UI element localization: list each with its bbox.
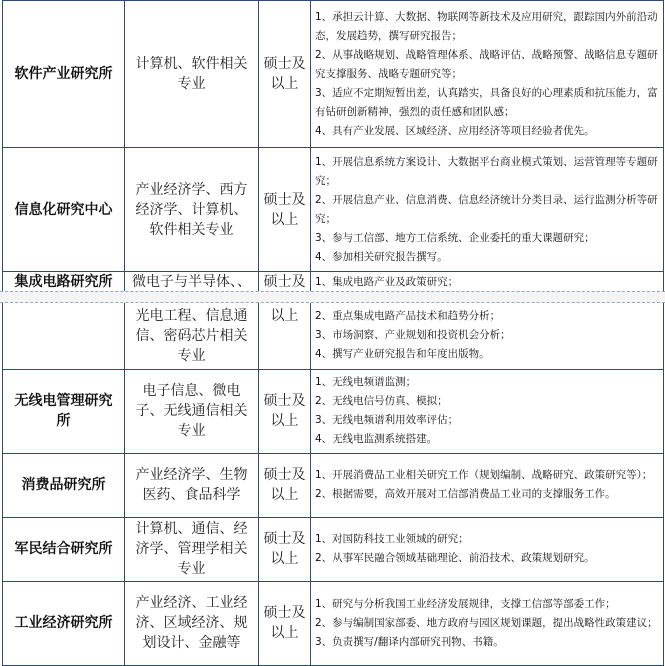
degree-requirement: 硕士及以上	[259, 453, 311, 517]
duty-item: 1、对国防科技工业领域的研究；	[315, 533, 469, 545]
duties-cell	[311, 453, 664, 517]
duties-cell	[311, 148, 664, 272]
major-requirement: 电子信息、微电子、无线通信相关专业	[125, 369, 259, 453]
major-requirement: 计算机、软件相关专业	[125, 1, 259, 148]
duty-item: 1、承担云计算、大数据、物联网等新技术及应用研究，跟踪国内外前沿动态，发展趋势，撰写研究报告；	[315, 10, 658, 42]
recruitment-table-bottom	[2, 303, 664, 666]
table-row	[3, 1, 664, 148]
degree-requirement: 硕士及以上	[259, 148, 311, 272]
duty-item: 1、开展消费品工业相关研究工作（规划编制、战略研究、政策研究等）；	[315, 469, 653, 481]
degree-requirement: 硕士及以上	[259, 581, 311, 665]
duty-item: 2、从事战略规划、战略管理体系、战略评估、战略预警、战略信息专题研究支撑服务、战略专题研究等；	[315, 48, 658, 80]
table-row	[3, 148, 664, 272]
duty-item: 3、无线电频谱利用效率评估；	[315, 414, 459, 426]
recruitment-table-top	[2, 0, 664, 292]
degree-requirement: 硕士及以上	[259, 369, 311, 453]
institute-name: 软件产业研究所	[3, 1, 125, 148]
table-row	[3, 272, 664, 292]
duty-item: 2、根据需要，高效开展对工信部消费品工业司的支撑服务工作。	[315, 488, 616, 500]
table-row	[3, 517, 664, 581]
duty-item: 3、参与工信部、地方工信系统、企业委托的重大课题研究；	[315, 231, 595, 244]
duties-cell	[311, 517, 664, 581]
major-requirement: 光电工程、信息通信、密码芯片相关专业	[125, 303, 259, 369]
duty-item: 3、负责撰写/翻译内部研究刊物、书籍。	[315, 635, 504, 648]
institute-name: 信息化研究中心	[3, 148, 125, 272]
institute-name: 工业经济研究所	[3, 581, 125, 665]
duties-cell	[311, 581, 664, 665]
institute-name: 集成电路研究所	[3, 272, 125, 292]
page-break	[0, 291, 665, 303]
duty-item: 4、撰写产业研究报告和年度出版物。	[315, 348, 490, 361]
institute-name	[3, 303, 125, 369]
degree-requirement: 以上	[259, 303, 311, 369]
duty-item: 4、无线电监测系统搭建。	[315, 433, 438, 445]
duties-cell	[311, 303, 664, 369]
major-requirement: 计算机、通信、经济学、管理学相关专业	[125, 517, 259, 581]
table-row	[3, 369, 664, 453]
major-requirement: 产业经济、工业经济、区域经济、规划设计、金融等	[125, 581, 259, 665]
duties-cell	[311, 369, 664, 453]
degree-requirement: 硕士及以上	[259, 517, 311, 581]
duty-item: 4、具有产业发展、区域经济、应用经济等项目经验者优先。	[315, 124, 595, 137]
table-row	[3, 303, 664, 369]
duty-item: 1、开展信息系统方案设计、大数据平台商业模式策划、运营管理等专题研究；	[315, 155, 658, 187]
degree-requirement: 硕士及以上	[259, 1, 311, 148]
duty-item: 3、市场洞察、产业规划和投资机会分析；	[315, 329, 511, 342]
major-requirement: 产业经济学、生物医药、食品科学	[125, 453, 259, 517]
institute-name: 无线电管理研究所	[3, 369, 125, 453]
duty-item: 2、开展信息产业、信息消费、信息经济统计分类目录、运行监测分析等研究；	[315, 193, 658, 225]
duty-item: 2、参与编制国家部委、地方政府与园区规划课题，提出战略性政策建议；	[315, 616, 658, 629]
duties-cell	[311, 1, 664, 148]
duty-item: 2、从事军民融合领域基础理论、前沿技术、政策规划研究。	[315, 552, 595, 564]
duty-item: 3、适应不定期短暂出差，认真踏实，具备良好的心理素质和抗压能力，富有钻研创新精神，强烈的责任感和团队感；	[315, 86, 658, 118]
duty-item: 2、无线电信号仿真、模拟；	[315, 395, 448, 407]
degree-requirement: 硕士及	[259, 272, 311, 292]
duty-item: 4、参加相关研究报告撰写。	[315, 250, 448, 263]
duty-item: 1、无线电频谱监测；	[315, 376, 417, 388]
major-requirement: 产业经济学、西方经济学、计算机、软件相关专业	[125, 148, 259, 272]
institute-name: 消费品研究所	[3, 453, 125, 517]
duty-item: 2、重点集成电路产品技术和趋势分析；	[315, 310, 501, 323]
table-body-bottom	[3, 303, 664, 665]
table-row	[3, 581, 664, 665]
duty-item: 1、集成电路产业及政策研究；	[315, 275, 459, 288]
major-requirement: 微电子与半导体、、	[125, 272, 259, 292]
duties-cell	[311, 272, 664, 292]
table-body-top	[3, 1, 664, 292]
institute-name: 军民结合研究所	[3, 517, 125, 581]
duty-item: 1、研究与分析我国工业经济发展规律，支撑工信部等部委工作；	[315, 597, 616, 610]
table-row	[3, 453, 664, 517]
